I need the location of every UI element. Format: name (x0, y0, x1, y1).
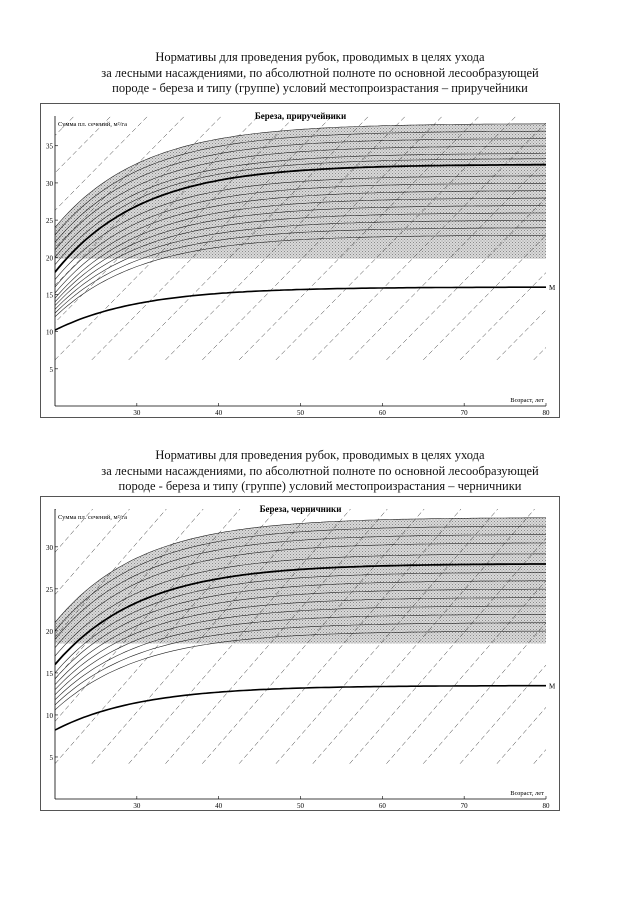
chart-1-x-tick-label: 50 (297, 409, 304, 417)
chart-2-x-tick-label: 40 (215, 802, 223, 810)
chart-1-x-tick-label: 70 (460, 409, 468, 417)
chart-2-x-tick-label: 50 (297, 802, 304, 810)
chart-1-heading-line-1: Нормативы для проведения рубок, проводимых в целях ухода (155, 50, 485, 64)
chart-1-y-tick-label: 15 (46, 291, 53, 300)
chart-1-y-tick-label: 10 (46, 328, 53, 337)
chart-1-y-tick-label: 20 (46, 254, 53, 263)
chart-1-heading-line-2: за лесными насаждениями, по абсолютной полноте по основной лесообразующей (101, 65, 539, 80)
chart-2-y-tick-label: 30 (46, 543, 53, 552)
chart-2-x-tick-label: 80 (542, 802, 550, 810)
chart-1-chart-title: Береза, приручейники (254, 111, 347, 121)
chart-2-min-line-label: M (549, 682, 556, 691)
chart-2-y-tick-label: 20 (46, 627, 53, 636)
chart-1-y-axis-label: Сумма пл. сечений, м²/га (58, 121, 127, 128)
chart-1-heading (0, 50, 640, 97)
chart-1-x-tick-label: 40 (215, 409, 223, 417)
chart-2-x-tick-label: 60 (378, 802, 386, 810)
chart-1-y-tick-label: 5 (49, 365, 53, 374)
chart-2-y-axis-label: Сумма пл. сечений, м²/га (58, 514, 127, 521)
chart-2-y-tick-label: 25 (46, 585, 53, 594)
chart-1-minimum-curve (55, 287, 546, 330)
chart-1-y-tick-label: 30 (46, 179, 53, 188)
chart-2-minimum-curve (55, 686, 546, 730)
chart-1-x-tick-label: 30 (133, 409, 141, 417)
chart-1-panel (40, 103, 560, 418)
chart-1-plot-area (41, 104, 561, 360)
chart-2-plot-area (41, 497, 561, 764)
chart-2-y-tick-label: 10 (46, 711, 53, 720)
chart-2-panel (40, 496, 560, 811)
chart-2-y-tick-label: 15 (46, 669, 53, 678)
chart-2-svg (41, 497, 561, 812)
chart-2-chart-title: Береза, черничники (259, 504, 342, 514)
chart-1-x-axis-label: Возраст, лет (510, 397, 544, 404)
chart-2-x-tick-label: 70 (460, 802, 468, 810)
chart-2-y-tick-label: 5 (49, 753, 53, 762)
chart-2-heading (0, 448, 640, 495)
chart-2-heading-line-3: породе - береза и типу (группе) условий местопроизрастания – черничники (118, 479, 522, 493)
chart-1-x-tick-label: 80 (542, 409, 550, 417)
chart-2-x-tick-label: 30 (133, 802, 141, 810)
chart-1-y-tick-label: 25 (46, 217, 53, 226)
chart-2-heading-line-2: за лесными насаждениями, по абсолютной полноте по основной лесообразующей (101, 463, 539, 478)
chart-1-svg (41, 104, 561, 419)
chart-1-y-tick-label: 35 (46, 142, 53, 151)
chart-1-min-line-label: M (549, 284, 556, 293)
chart-1-x-tick-label: 60 (378, 409, 386, 417)
chart-2-heading-line-1: Нормативы для проведения рубок, проводимых в целях ухода (155, 448, 485, 462)
chart-2-x-axis-label: Возраст, лет (510, 790, 544, 797)
chart-1-heading-line-3: породе - береза и типу (группе) условий местопроизрастания – приручейники (112, 81, 528, 95)
